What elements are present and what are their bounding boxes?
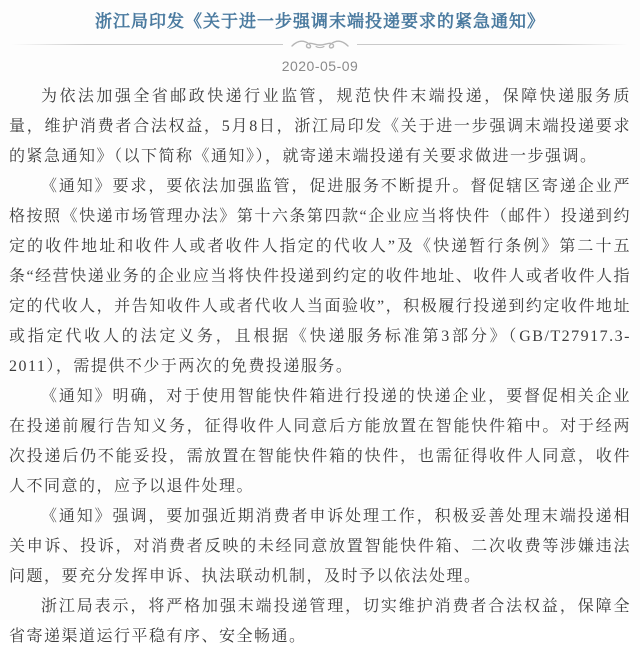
paragraph-1: 为依法加强全省邮政快递行业监管，规范快件末端投递，保障快递服务质量，维护消费者合法权益，5月8日，浙江局印发《关于进一步强调末端投递要求的紧急通知》（以下简称《通知》），就寄递末端投递有关要求做进一步强调。 xyxy=(9,88,631,165)
paragraph-4: 《通知》强调，要加强近期消费者申诉处理工作，积极妥善处理末端投递相关申诉、投诉，对消费者反映的未经同意放置智能快件箱、二次收费等涉嫌违法问题，要充分发挥申诉、执法联动机制，及时予以依法处理。 xyxy=(9,508,631,585)
divider-flourish-icon xyxy=(283,37,357,51)
paragraph-5: 浙江局表示，将严格加强末端投递管理，切实维护消费者合法权益，保障全省寄递渠道运行平稳有序、安全畅通。 xyxy=(9,598,631,645)
publish-date: 2020-05-09 xyxy=(281,58,359,74)
title-divider xyxy=(12,44,628,45)
page-title: 浙江局印发《关于进一步强调末端投递要求的紧急通知》 xyxy=(95,12,545,31)
paragraph-3: 《通知》明确，对于使用智能快件箱进行投递的快递企业，要督促相关企业在投递前履行告知义务，征得收件人同意后方能放置在智能快件箱中。对于经两次投递后仍不能妥投，需放置在智能快件箱的快件，也需征得收件人同意，收件人不同意的，应予以退件处理。 xyxy=(9,388,631,495)
paragraph-2: 《通知》要求，要依法加强监管，促进服务不断提升。督促辖区寄递企业严格按照《快递市场管理办法》第十六条第四款“企业应当将快件（邮件）投递到约定的收件地址和收件人或者收件人指定的代收人”及《快递暂行条例》第二十五条“经营快递业务的企业应当将快件投递到约定的收件地址、收件人或者收件人指定的代收人，并告知收件人或者代收人当面验收”，积极履行投递到约定收件地址或指定代收人的法定义务，且根据《快递服务标准第3部分》（GB/T27917.3-2011），需提供不少于两次的免费投递服务。 xyxy=(9,178,631,375)
article-body xyxy=(0,80,640,652)
